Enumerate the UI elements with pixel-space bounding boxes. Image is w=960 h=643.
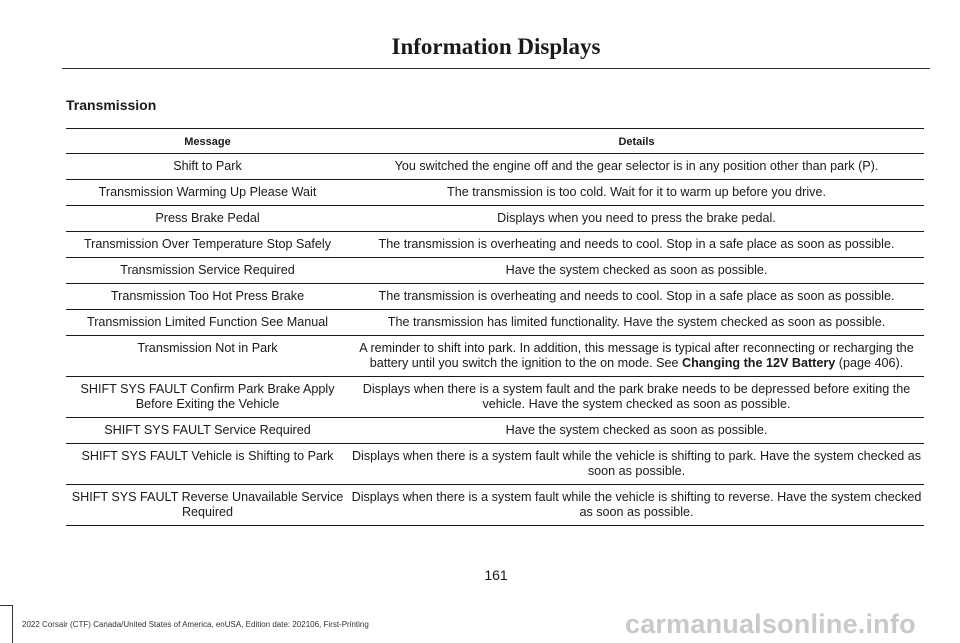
details-cell: Displays when there is a system fault while the vehicle is shifting to reverse. Have the system checked as soon as possible.: [349, 485, 924, 526]
details-cell: Have the system checked as soon as possible.: [349, 418, 924, 444]
details-cell: [349, 336, 924, 377]
header-divider: [62, 68, 930, 69]
details-cell: Displays when there is a system fault while the vehicle is shifting to park. Have the system checked as soon as possible.: [349, 444, 924, 485]
section-title: Transmission: [66, 97, 157, 113]
table-row: [66, 180, 924, 206]
table-row: [66, 154, 924, 180]
details-cell: Displays when there is a system fault and the park brake needs to be depressed before exiting the vehicle. Have the system checked as soon as possible.: [349, 377, 924, 418]
details-cell: Have the system checked as soon as possible.: [349, 258, 924, 284]
details-cell: The transmission is too cold. Wait for it to warm up before you drive.: [349, 180, 924, 206]
details-cell: The transmission is overheating and needs to cool. Stop in a safe place as soon as possible.: [349, 232, 924, 258]
message-cell: SHIFT SYS FAULT Reverse Unavailable Service Required: [66, 485, 349, 526]
details-cell: Displays when you need to press the brake pedal.: [349, 206, 924, 232]
crop-mark-left-vertical: [12, 605, 13, 643]
details-cell: The transmission is overheating and needs to cool. Stop in a safe place as soon as possible.: [349, 284, 924, 310]
message-cell: Transmission Service Required: [66, 258, 349, 284]
table-row: [66, 336, 924, 377]
messages-table: [66, 128, 924, 526]
table-row: [66, 377, 924, 418]
footer-edition-text: 2022 Corsair (CTF) Canada/United States of America, enUSA, Edition date: 202106, First-Printing: [22, 620, 369, 629]
message-cell: Shift to Park: [66, 154, 349, 180]
column-header-details: Details: [349, 129, 924, 154]
message-cell: Transmission Not in Park: [66, 336, 349, 377]
page-header-title: Information Displays: [391, 34, 601, 59]
details-text: A reminder to shift into park. In addition, this message is typical after reconnecting or recharging the battery until you switch the ignition to the on mode. See: [359, 341, 914, 370]
message-cell: SHIFT SYS FAULT Service Required: [66, 418, 349, 444]
message-cell: Press Brake Pedal: [66, 206, 349, 232]
crop-mark-left-horizontal: [0, 605, 12, 606]
table-row: [66, 232, 924, 258]
table-row: [66, 206, 924, 232]
message-cell: Transmission Over Temperature Stop Safely: [66, 232, 349, 258]
details-cell: The transmission has limited functionality. Have the system checked as soon as possible.: [349, 310, 924, 336]
table-row: [66, 310, 924, 336]
table-row: [66, 284, 924, 310]
page-number: 161: [484, 567, 508, 583]
page-reference: (page 406).: [835, 356, 904, 370]
message-cell: Transmission Too Hot Press Brake: [66, 284, 349, 310]
table-header-row: [66, 129, 924, 154]
message-cell: Transmission Warming Up Please Wait: [66, 180, 349, 206]
message-cell: SHIFT SYS FAULT Vehicle is Shifting to Park: [66, 444, 349, 485]
table-row: [66, 258, 924, 284]
cross-reference-link[interactable]: Changing the 12V Battery: [682, 356, 836, 370]
table-row: [66, 444, 924, 485]
message-cell: Transmission Limited Function See Manual: [66, 310, 349, 336]
message-cell: SHIFT SYS FAULT Confirm Park Brake Apply Before Exiting the Vehicle: [66, 377, 349, 418]
watermark-text: carmanualsonline.info: [625, 609, 916, 639]
column-header-message: Message: [66, 129, 349, 154]
table-row: [66, 418, 924, 444]
details-cell: You switched the engine off and the gear selector is in any position other than park (P).: [349, 154, 924, 180]
table-row: [66, 485, 924, 526]
